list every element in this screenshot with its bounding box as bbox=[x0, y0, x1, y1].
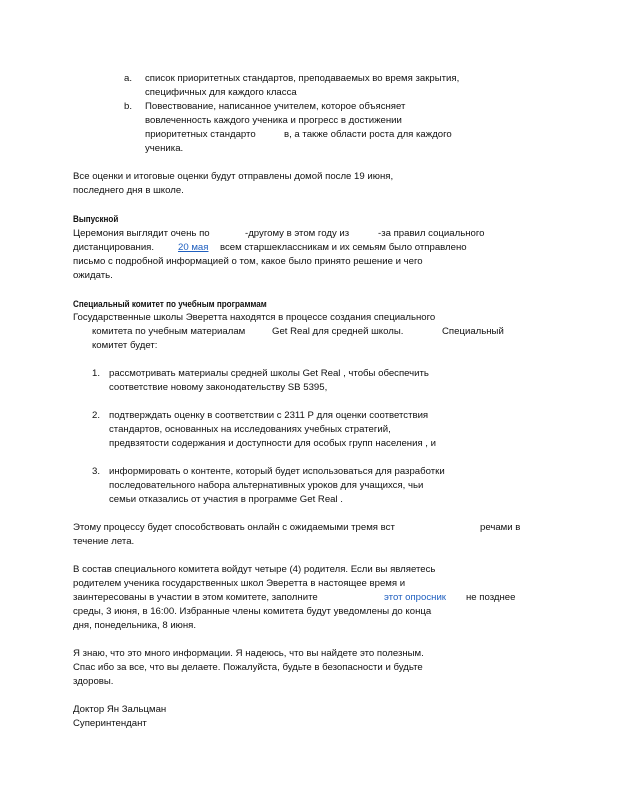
committee-line: Государственные школы Эверетта находятся в процессе создания специального bbox=[73, 312, 436, 323]
graduation-line: ожидать. bbox=[73, 270, 113, 281]
list-number-2: 2. bbox=[92, 410, 101, 421]
list-b-line: Повествование, написанное учителем, которое объясняет bbox=[145, 101, 406, 112]
closing-line: здоровы. bbox=[73, 676, 114, 687]
numbered-item-line: информировать о контенте, который будет использоваться для разработки bbox=[109, 466, 445, 477]
parents-paragraph-line: заинтересованы в участии в этом комитете, заполните bbox=[73, 592, 318, 603]
online-meetings-line: течение лета. bbox=[73, 536, 135, 547]
list-a-line: специфичных для каждого класса bbox=[145, 87, 297, 98]
graduation-line: дистанцирования. bbox=[73, 242, 155, 253]
parents-paragraph-line: родителем ученика государственных школ Эверетта в настоящее время и bbox=[73, 578, 406, 589]
closing-line: Я знаю, что это много информации. Я надеюсь, что вы найдете это полезным. bbox=[73, 648, 424, 659]
committee-line: Специальный bbox=[442, 326, 504, 337]
list-marker-b: b. bbox=[124, 101, 133, 112]
signature-title: Суперинтендант bbox=[73, 718, 147, 729]
graduation-line: -другому в этом году из bbox=[245, 228, 350, 239]
grades-paragraph-line: Все оценки и итоговые оценки будут отправлены домой после 19 июня, bbox=[73, 171, 394, 182]
online-meetings-line: Этому процессу будет способствовать онлайн с ожидаемыми тремя вст bbox=[73, 522, 395, 533]
survey-link[interactable]: этот опросник bbox=[384, 592, 447, 603]
graduation-heading: Выпускной bbox=[73, 214, 119, 224]
graduation-line: Церемония выглядит очень по bbox=[73, 228, 210, 239]
committee-heading: Специальный комитет по учебным программам bbox=[73, 299, 267, 309]
graduation-line: -за правил социального bbox=[378, 228, 485, 239]
committee-line: комитет будет: bbox=[92, 340, 158, 351]
list-number-3: 3. bbox=[92, 466, 101, 477]
numbered-item-line: последовательного набора альтернативных уроков для учащихся, чьи bbox=[109, 480, 424, 491]
list-b-line: в, а также области роста для каждого bbox=[284, 129, 452, 140]
list-number-1: 1. bbox=[92, 368, 101, 379]
parents-paragraph-line: среды, 3 июня, в 16:00. Избранные члены комитета будут уведомлены до конца bbox=[73, 606, 432, 617]
online-meetings-line: речами в bbox=[480, 522, 521, 533]
grades-paragraph-line: последнего дня в школе. bbox=[73, 185, 184, 196]
graduation-line: всем старшеклассникам и их семьям было отправлено bbox=[220, 242, 467, 253]
list-marker-a: a. bbox=[124, 73, 133, 84]
committee-line: комитета по учебным материалам bbox=[92, 326, 246, 337]
numbered-item-line: стандартов, основанных на исследованиях учебных стратегий, bbox=[109, 424, 391, 435]
parents-paragraph-line: дня, понедельника, 8 июня. bbox=[73, 620, 197, 631]
numbered-item-line: предвзятости содержания и доступности для особых групп населения , и bbox=[109, 438, 436, 449]
parents-paragraph-line: не позднее bbox=[466, 592, 516, 603]
committee-line: Get Real для средней школы. bbox=[272, 326, 404, 337]
closing-line: Спас ибо за все, что вы делаете. Пожалуйста, будьте в безопасности и будьте bbox=[73, 662, 423, 673]
list-a-line: список приоритетных стандартов, преподаваемых во время закрытия, bbox=[145, 73, 460, 84]
parents-paragraph-line: В состав специального комитета войдут четыре (4) родителя. Если вы являетесь bbox=[73, 564, 436, 575]
list-b-line: ученика. bbox=[145, 143, 184, 154]
may-20-link[interactable]: 20 мая bbox=[178, 242, 209, 253]
numbered-item-line: подтверждать оценку в соответствии с 2311 Р для оценки соответствия bbox=[109, 410, 429, 421]
signature-name: Доктор Ян Зальцман bbox=[73, 704, 167, 715]
list-b-line: вовлеченность каждого ученика и прогресс в достижении bbox=[145, 115, 402, 126]
list-b-line: приоритетных стандарто bbox=[145, 129, 256, 140]
numbered-item-line: соответствие новому законодательству SB 5395, bbox=[109, 382, 328, 393]
graduation-line: письмо с подробной информацией о том, какое было принято решение и чего bbox=[73, 256, 423, 267]
numbered-item-line: рассмотривать материалы средней школы Get Real , чтобы обеспечить bbox=[109, 368, 429, 379]
numbered-item-line: семьи отказались от участия в программе Get Real . bbox=[109, 494, 343, 505]
